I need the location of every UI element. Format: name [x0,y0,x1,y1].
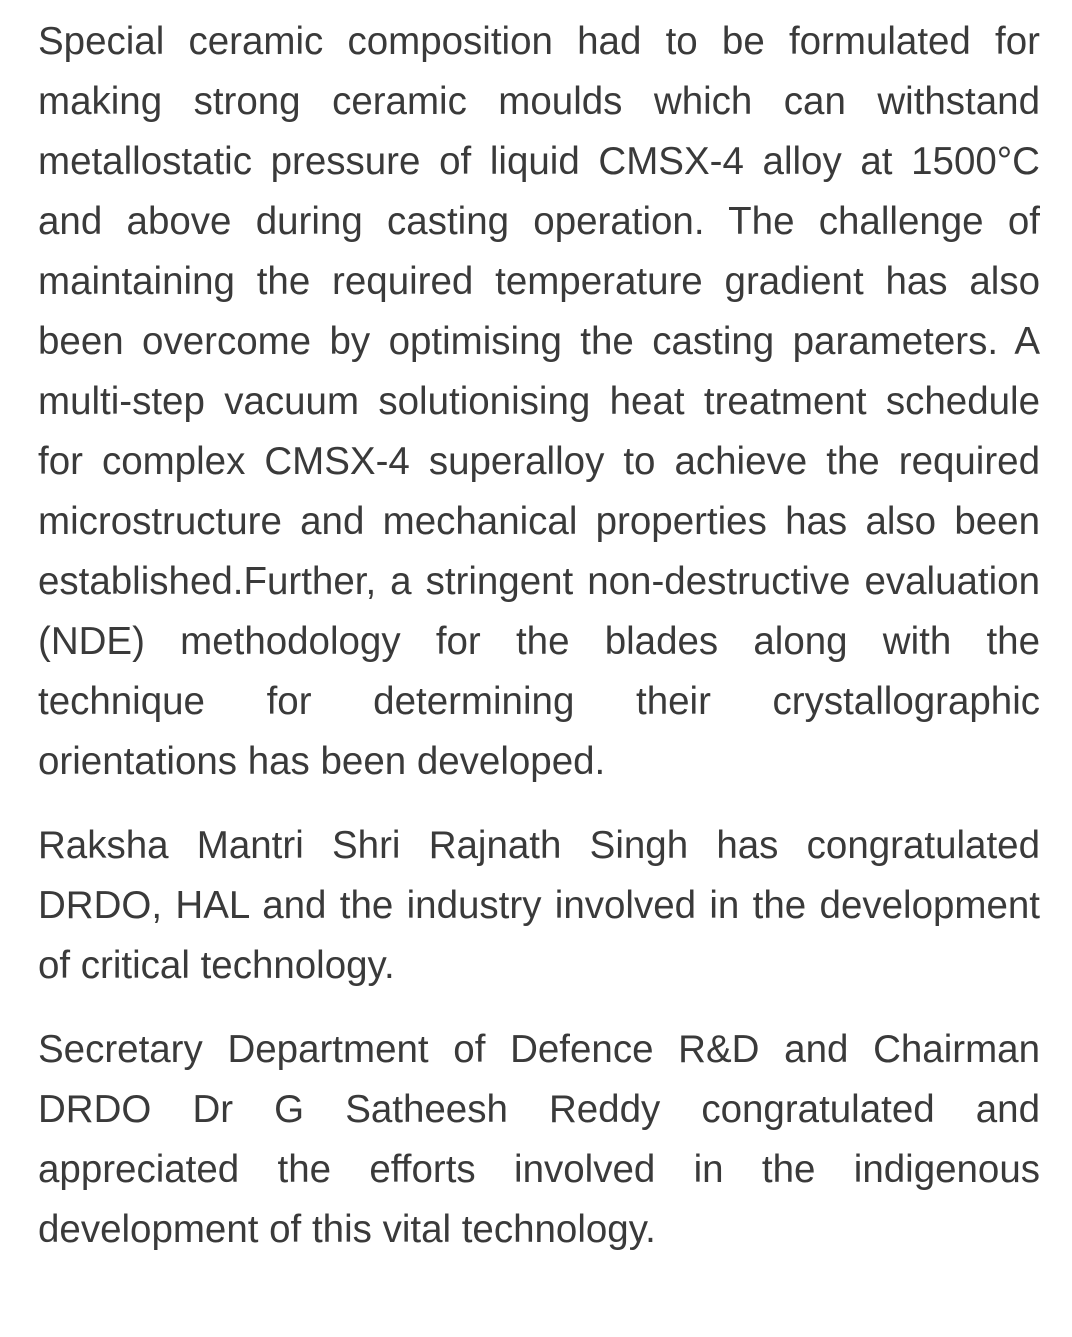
article-paragraph-secretary-drdo: Secretary Department of Defence R&D and Chairman DRDO Dr G Satheesh Reddy congratulated and appreciated the efforts involved in the indigenous development of this vital technology. [38,1028,1040,1251]
article-body [38,12,1040,1260]
article-paragraph-raksha-mantri: Raksha Mantri Shri Rajnath Singh has congratulated DRDO, HAL and the industry involved in the development of critical technology. [38,824,1040,987]
article-paragraph-ceramic-moulds: Special ceramic composition had to be formulated for making strong ceramic moulds which can withstand metallostatic pressure of liquid CMSX-4 alloy at 1500°C and above during casting operation. The challenge of maintaining the required temperature gradient has also been overcome by optimising the casting parameters. A multi-step vacuum solutionising heat treatment schedule for complex CMSX-4 superalloy to achieve the required microstructure and mechanical properties has also been established.Further, a stringent non-destructive evaluation (NDE) methodology for the blades along with the technique for determining their crystallographic orientations has been developed. [38,20,1040,783]
